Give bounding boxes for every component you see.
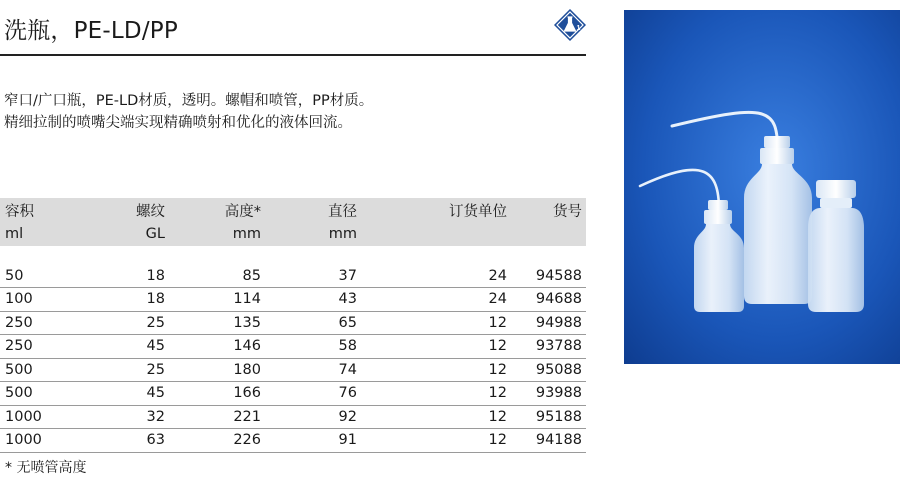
table-row bbox=[0, 429, 586, 453]
column-header-diameter: 直径 bbox=[328, 203, 357, 220]
table-header-row bbox=[0, 198, 586, 222]
unit-diameter: mm bbox=[328, 226, 357, 242]
table-body bbox=[0, 246, 586, 452]
cell-diameter: 74 bbox=[264, 358, 360, 382]
cell-height: 85 bbox=[168, 264, 264, 288]
cell-diameter: 37 bbox=[264, 264, 360, 288]
unit-pack bbox=[360, 222, 510, 246]
cell-volume: 50 bbox=[0, 264, 70, 288]
spec-table bbox=[0, 198, 586, 453]
cell-thread: 32 bbox=[70, 405, 168, 429]
column-header-catalog: 货号 bbox=[553, 203, 582, 220]
cell-diameter: 91 bbox=[264, 429, 360, 453]
cell-volume: 1000 bbox=[0, 405, 70, 429]
unit-volume: ml bbox=[5, 226, 24, 242]
table-row bbox=[0, 358, 586, 382]
cell-thread: 63 bbox=[70, 429, 168, 453]
cell-catalog: 94688 bbox=[510, 288, 586, 312]
table-units-row bbox=[0, 222, 586, 246]
product-description bbox=[4, 90, 584, 134]
footnote: * 无喷管高度 bbox=[5, 460, 87, 476]
table-row bbox=[0, 264, 586, 288]
cell-pack: 12 bbox=[360, 311, 510, 335]
unit-thread: GL bbox=[145, 226, 165, 242]
table-row bbox=[0, 288, 586, 312]
cell-height: 226 bbox=[168, 429, 264, 453]
table-row bbox=[0, 405, 586, 429]
cell-pack: 12 bbox=[360, 335, 510, 359]
unit-height: mm bbox=[232, 226, 261, 242]
cell-catalog: 95188 bbox=[510, 405, 586, 429]
badge-number: 1 bbox=[576, 25, 581, 32]
cell-volume: 250 bbox=[0, 311, 70, 335]
cell-pack: 12 bbox=[360, 382, 510, 406]
cell-height: 166 bbox=[168, 382, 264, 406]
column-header-volume: 容积 bbox=[5, 203, 34, 220]
cell-pack: 24 bbox=[360, 264, 510, 288]
title-divider bbox=[0, 54, 586, 56]
cell-catalog: 95088 bbox=[510, 358, 586, 382]
cell-thread: 18 bbox=[70, 264, 168, 288]
cell-height: 114 bbox=[168, 288, 264, 312]
table-row bbox=[0, 382, 586, 406]
cell-height: 146 bbox=[168, 335, 264, 359]
cell-thread: 18 bbox=[70, 288, 168, 312]
cell-height: 221 bbox=[168, 405, 264, 429]
description-line: 精细拉制的喷嘴尖端实现精确喷射和优化的液体回流。 bbox=[4, 115, 352, 131]
cell-catalog: 94188 bbox=[510, 429, 586, 453]
cell-pack: 12 bbox=[360, 405, 510, 429]
cell-volume: 500 bbox=[0, 358, 70, 382]
cell-diameter: 65 bbox=[264, 311, 360, 335]
table-row bbox=[0, 311, 586, 335]
cell-catalog: 94988 bbox=[510, 311, 586, 335]
page-title: 洗瓶，PE-LD/PP bbox=[4, 18, 178, 44]
table-row bbox=[0, 335, 586, 359]
column-header-height: 高度* bbox=[224, 203, 261, 220]
cell-thread: 45 bbox=[70, 382, 168, 406]
cell-catalog: 94588 bbox=[510, 264, 586, 288]
table-spacer bbox=[0, 246, 586, 264]
cell-volume: 100 bbox=[0, 288, 70, 312]
cell-thread: 25 bbox=[70, 358, 168, 382]
cell-thread: 25 bbox=[70, 311, 168, 335]
column-header-pack: 订货单位 bbox=[449, 203, 507, 220]
cell-volume: 250 bbox=[0, 335, 70, 359]
cell-thread: 45 bbox=[70, 335, 168, 359]
cell-diameter: 92 bbox=[264, 405, 360, 429]
cell-pack: 24 bbox=[360, 288, 510, 312]
description-line: 窄口/广口瓶，PE-LD材质，透明。螺帽和喷管，PP材质。 bbox=[4, 93, 374, 109]
cell-pack: 12 bbox=[360, 358, 510, 382]
product-photo bbox=[624, 10, 900, 364]
cell-height: 180 bbox=[168, 358, 264, 382]
cell-volume: 500 bbox=[0, 382, 70, 406]
unit-catalog bbox=[510, 222, 586, 246]
cell-diameter: 43 bbox=[264, 288, 360, 312]
cell-catalog: 93988 bbox=[510, 382, 586, 406]
flask-icon bbox=[553, 8, 587, 42]
cell-volume: 1000 bbox=[0, 429, 70, 453]
cell-height: 135 bbox=[168, 311, 264, 335]
column-header-thread: 螺纹 bbox=[136, 203, 165, 220]
cell-diameter: 76 bbox=[264, 382, 360, 406]
cell-diameter: 58 bbox=[264, 335, 360, 359]
cell-catalog: 93788 bbox=[510, 335, 586, 359]
cell-pack: 12 bbox=[360, 429, 510, 453]
